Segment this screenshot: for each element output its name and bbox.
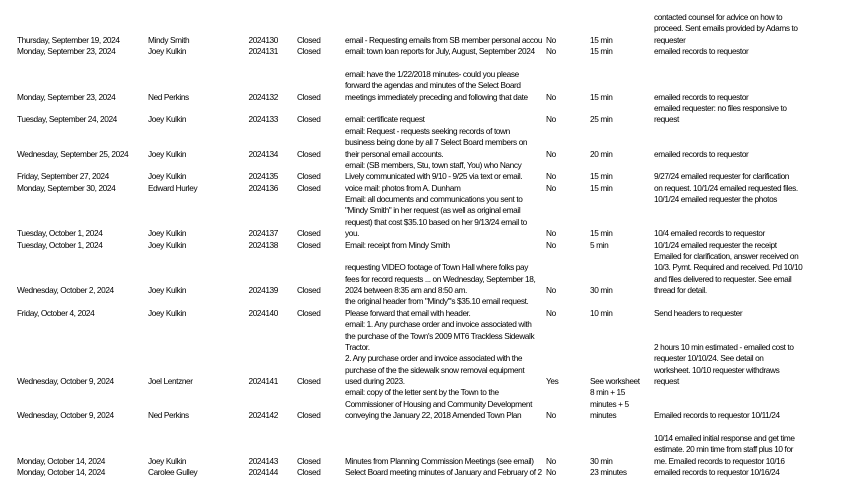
table-line — [0, 171, 843, 182]
cell-requester-name: Joey Kulkin — [148, 46, 187, 57]
cell-time-spent: 10 min — [590, 307, 613, 318]
cell-fee-flag: No — [546, 307, 556, 318]
cell-description: request) that cost $35.10 based on her 9/13/24 email to — [345, 216, 527, 227]
cell-fee-flag: No — [546, 228, 556, 239]
cell-notes: Emailed for clarification, answer received on — [654, 250, 799, 261]
cell-date: Wednesday, October 9, 2024 — [17, 376, 114, 386]
cell-notes: and files delivered to requester. See email — [654, 273, 792, 284]
cell-requester-name: Joey Kulkin — [148, 171, 187, 182]
cell-time-spent: 15 min — [590, 171, 613, 182]
cell-request-id: 2024140 — [248, 307, 278, 318]
cell-requester-name: Ned Perkins — [148, 91, 189, 102]
cell-requester-name: Joel Lentzner — [148, 376, 193, 386]
cell-fee-flag: Yes — [546, 376, 559, 386]
cell-notes: emailed requester: no files responsive to — [654, 103, 787, 113]
cell-date: Monday, September 23, 2024 — [17, 91, 116, 102]
table-line — [0, 319, 843, 330]
cell-description: conveying the January 22, 2018 Amended Town Plan — [345, 410, 522, 421]
table-line — [0, 205, 843, 216]
table-line — [0, 137, 843, 148]
cell-description: 2024 between 8:35 am and 8:50 am. — [345, 285, 467, 295]
cell-date: Monday, October 14, 2024 — [17, 467, 106, 477]
table-line — [0, 467, 843, 478]
cell-time-spent: minutes + 5 — [590, 398, 629, 409]
cell-description: meetings immediately preceding and following that date — [345, 91, 528, 102]
cell-time-spent: minutes — [590, 410, 617, 421]
cell-time-spent: 23 minutes — [590, 467, 627, 477]
table-line — [0, 456, 843, 467]
cell-time-spent: 15 min — [590, 228, 613, 239]
cell-fee-flag: No — [546, 285, 556, 295]
cell-description: email: have the 1/22/2018 minutes- could you please — [345, 68, 519, 79]
cell-notes: Emailed records to requestor 10/11/24 — [654, 410, 780, 421]
cell-date: Wednesday, October 2, 2024 — [17, 285, 114, 295]
table-line — [0, 58, 843, 69]
cell-requester-name: Edward Hurley — [148, 182, 198, 193]
cell-notes: on request. 10/1/24 emailed requested files. — [654, 182, 798, 193]
cell-fee-flag: No — [546, 455, 556, 466]
cell-status: Closed — [297, 455, 321, 466]
table-line — [0, 194, 843, 205]
cell-requester-name: Joey Kulkin — [148, 307, 187, 318]
table-line — [0, 433, 843, 444]
cell-fee-flag: No — [546, 46, 556, 57]
cell-time-spent: 30 min — [590, 455, 613, 466]
cell-request-id: 2024133 — [248, 114, 278, 125]
table-line — [0, 228, 843, 239]
cell-time-spent: See worksheet — [590, 376, 640, 386]
cell-date: Monday, September 30, 2024 — [17, 182, 116, 193]
cell-requester-name: Joey Kulkin — [148, 285, 187, 295]
cell-fee-flag: No — [546, 467, 556, 477]
cell-description: business being done by all 7 Select Board members on — [345, 137, 528, 148]
cell-status: Closed — [297, 376, 321, 386]
cell-status: Closed — [297, 46, 321, 57]
cell-description: Commissioner of Housing and Community Development — [345, 398, 532, 409]
cell-date: Friday, October 4, 2024 — [17, 307, 95, 318]
cell-fee-flag: No — [546, 34, 556, 45]
table-line — [0, 410, 843, 421]
cell-description: used during 2023. — [345, 376, 405, 386]
cell-description: email - Requesting emails from SB member personal accou — [345, 34, 543, 45]
cell-status: Closed — [297, 467, 321, 477]
cell-requester-name: Joey Kulkin — [148, 114, 187, 125]
cell-time-spent: 15 min — [590, 34, 613, 45]
cell-status: Closed — [297, 91, 321, 102]
cell-notes: 2 hours 10 min estimated - emailed cost to — [654, 341, 794, 352]
cell-description: Email: all documents and communications you sent to — [345, 194, 523, 204]
cell-requester-name: Joey Kulkin — [148, 228, 187, 239]
cell-status: Closed — [297, 307, 321, 318]
cell-description: the original header from "Mindy"'s $35.10 email request. — [345, 296, 529, 307]
table-line — [0, 331, 843, 342]
cell-description: the purchase of the Town's 2009 MT6 Trackless Sidewalk — [345, 330, 535, 341]
cell-description: Tractor. — [345, 341, 370, 352]
cell-request-id: 2024136 — [248, 182, 278, 193]
cell-notes: 10/1/24 emailed requester the photos — [654, 194, 778, 204]
table-line — [0, 274, 843, 285]
cell-time-spent: 30 min — [590, 285, 613, 295]
cell-notes: contacted counsel for advice on how to — [654, 12, 783, 22]
table-line — [0, 387, 843, 398]
cell-description: their personal email accounts. — [345, 148, 444, 159]
table-line — [0, 126, 843, 137]
cell-time-spent: 15 min — [590, 182, 613, 193]
table-line — [0, 69, 843, 80]
cell-date: Thursday, September 19, 2024 — [17, 34, 120, 45]
cell-description: email: (SB members, Stu, town staff, You) who Nancy — [345, 159, 522, 170]
table-line — [0, 103, 843, 114]
table-line — [0, 240, 843, 251]
cell-time-spent: 25 min — [590, 114, 613, 125]
cell-description: Minutes from Planning Commission Meetings (see email) — [345, 455, 534, 466]
cell-requester-name: Ned Perkins — [148, 410, 189, 421]
cell-description: 2. Any purchase order and invoice associated with the — [345, 353, 523, 364]
cell-description: email: copy of the letter sent by the Town to the — [345, 387, 499, 398]
cell-description: email: town loan reports for July, August, September 2024 — [345, 46, 535, 57]
cell-date: Wednesday, September 25, 2024 — [17, 148, 129, 159]
cell-description: email: certificate request — [345, 114, 425, 125]
cell-status: Closed — [297, 285, 321, 295]
cell-time-spent: 20 min — [590, 148, 613, 159]
cell-fee-flag: No — [546, 114, 556, 125]
cell-requester-name: Joey Kulkin — [148, 148, 187, 159]
cell-date: Monday, October 14, 2024 — [17, 455, 106, 466]
table-line — [0, 114, 843, 125]
cell-request-id: 2024134 — [248, 148, 278, 159]
cell-description: you. — [345, 228, 360, 239]
cell-status: Closed — [297, 171, 321, 182]
cell-request-id: 2024142 — [248, 410, 278, 421]
cell-date: Tuesday, October 1, 2024 — [17, 239, 103, 250]
cell-date: Tuesday, October 1, 2024 — [17, 228, 103, 239]
table-line — [0, 353, 843, 364]
cell-description: Select Board meeting minutes of January and February of 2 — [345, 467, 542, 477]
cell-status: Closed — [297, 410, 321, 421]
table-line — [0, 12, 843, 23]
cell-notes: requester 10/10/24. See detail on — [654, 353, 764, 364]
cell-requester-name: Carolee Gulley — [148, 467, 198, 477]
cell-fee-flag: No — [546, 148, 556, 159]
cell-description: Please forward that email with header. — [345, 307, 471, 318]
cell-description: requesting VIDEO footage of Town Hall where folks pay — [345, 262, 528, 273]
cell-description: email: 1. Any purchase order and invoice associated with — [345, 319, 532, 330]
cell-notes: 10/14 emailed initial response and get time — [654, 432, 795, 443]
cell-time-spent: 8 min + 15 — [590, 387, 625, 398]
cell-notes: thread for detail. — [654, 285, 707, 295]
cell-time-spent: 5 min — [590, 239, 609, 250]
cell-notes: requester — [654, 34, 686, 45]
cell-notes: 10/1/24 emailed requester the receipt — [654, 239, 777, 250]
cell-time-spent: 15 min — [590, 91, 613, 102]
cell-description: Lively communicated with 9/10 - 9/25 via text or email. — [345, 171, 523, 182]
cell-notes: emailed records to requestor — [654, 148, 749, 159]
cell-description: Email: receipt from Mindy Smith — [345, 239, 450, 250]
cell-requester-name: Joey Kulkin — [148, 239, 187, 250]
cell-status: Closed — [297, 114, 321, 125]
cell-description: voice mail: photos from A. Dunham — [345, 182, 461, 193]
cell-fee-flag: No — [546, 410, 556, 421]
table-line — [0, 92, 843, 103]
cell-request-id: 2024137 — [248, 228, 278, 239]
table-line — [0, 296, 843, 307]
cell-fee-flag: No — [546, 171, 556, 182]
cell-status: Closed — [297, 34, 321, 45]
cell-request-id: 2024131 — [248, 46, 278, 57]
cell-request-id: 2024132 — [248, 91, 278, 102]
cell-notes: request — [654, 376, 679, 386]
table-line — [0, 23, 843, 34]
cell-request-id: 2024144 — [248, 467, 278, 477]
cell-date: Friday, September 27, 2024 — [17, 171, 109, 182]
cell-description: forward the agendas and minutes of the Select Board — [345, 80, 521, 91]
cell-description: purchase of the the sidewalk snow removal equipment — [345, 364, 525, 375]
cell-description: "Mindy Smith" in her request (as well as original email — [345, 205, 521, 216]
cell-fee-flag: No — [546, 182, 556, 193]
table-line — [0, 399, 843, 410]
table-line — [0, 262, 843, 273]
table-line — [0, 160, 843, 171]
cell-request-id: 2024130 — [248, 34, 278, 45]
cell-description: email: Request - requests seeking records of town — [345, 125, 510, 136]
cell-request-id: 2024139 — [248, 285, 278, 295]
cell-notes: estimate. 20 min time from staff plus 10 for — [654, 444, 794, 455]
table-line — [0, 46, 843, 57]
table-line — [0, 365, 843, 376]
table-line — [0, 183, 843, 194]
cell-notes: request — [654, 114, 679, 125]
table-line — [0, 422, 843, 433]
cell-requester-name: Joey Kulkin — [148, 455, 187, 466]
cell-request-id: 2024135 — [248, 171, 278, 182]
table-line — [0, 149, 843, 160]
cell-notes: 10/3. Pymt. Required and received. Pd 10/10 — [654, 262, 803, 273]
table-line — [0, 217, 843, 228]
cell-notes: Send headers to requester — [654, 307, 743, 318]
cell-fee-flag: No — [546, 91, 556, 102]
table-line — [0, 35, 843, 46]
cell-status: Closed — [297, 228, 321, 239]
table-line — [0, 376, 843, 387]
cell-date: Tuesday, September 24, 2024 — [17, 114, 117, 125]
cell-time-spent: 15 min — [590, 46, 613, 57]
cell-fee-flag: No — [546, 239, 556, 250]
cell-request-id: 2024143 — [248, 455, 278, 466]
table-line — [0, 251, 843, 262]
table-line — [0, 342, 843, 353]
cell-notes: me. Emailed records to requestor 10/16 — [654, 455, 785, 466]
cell-description: fees for record requests ... on Wednesday, September 18, — [345, 273, 536, 284]
cell-date: Wednesday, October 9, 2024 — [17, 410, 114, 421]
cell-status: Closed — [297, 148, 321, 159]
cell-requester-name: Mindy Smith — [148, 34, 190, 45]
cell-notes: emailed records to requestor 10/16/24 — [654, 467, 780, 477]
cell-notes: 9/27/24 emailed requester for clarification — [654, 171, 789, 182]
table-line — [0, 285, 843, 296]
cell-notes: 10/4 emailed records to requestor — [654, 228, 765, 239]
cell-notes: emailed records to requestor — [654, 91, 749, 102]
cell-status: Closed — [297, 239, 321, 250]
cell-notes: proceed. Sent emails provided by Adams to — [654, 23, 798, 34]
cell-notes: emailed records to requestor — [654, 46, 749, 57]
cell-request-id: 2024141 — [248, 376, 278, 386]
table-line — [0, 444, 843, 455]
cell-status: Closed — [297, 182, 321, 193]
cell-date: Monday, September 23, 2024 — [17, 46, 116, 57]
cell-request-id: 2024138 — [248, 239, 278, 250]
table-line — [0, 308, 843, 319]
cell-notes: worksheet. 10/10 requester withdraws — [654, 364, 780, 375]
table-line — [0, 80, 843, 91]
